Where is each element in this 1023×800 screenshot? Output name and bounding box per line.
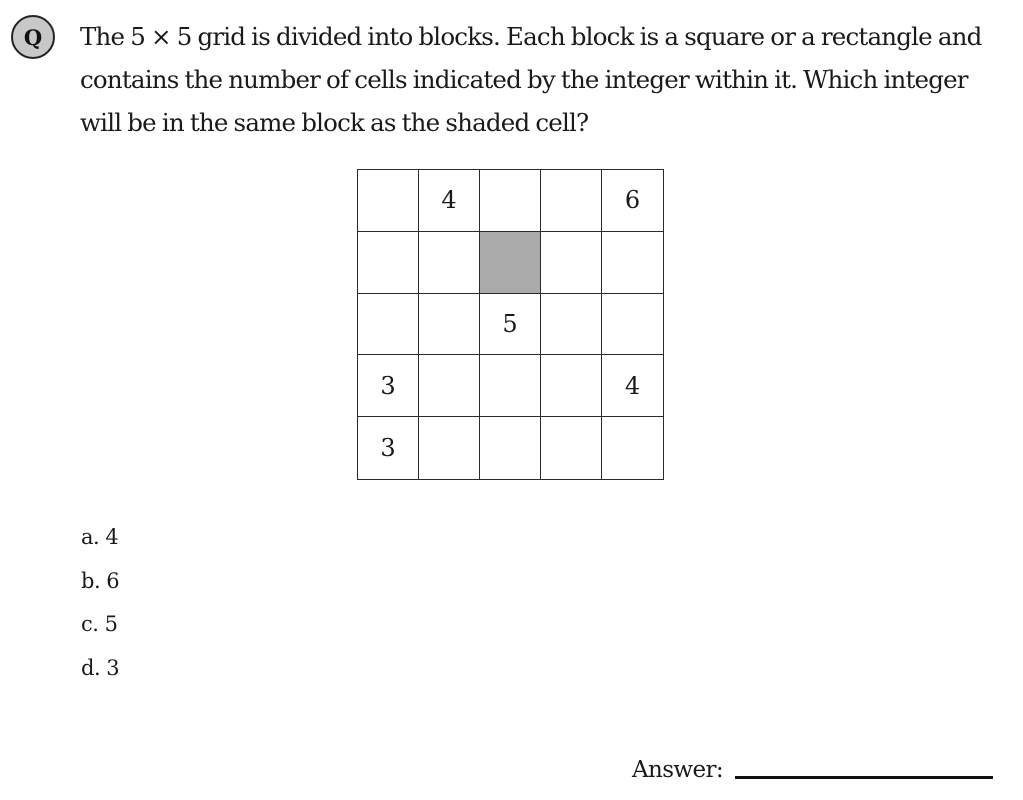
grid-cell [602, 232, 663, 294]
option-a[interactable]: a. 4 [81, 525, 119, 549]
option-b[interactable]: b. 6 [81, 568, 120, 593]
grid-cell [602, 294, 663, 356]
grid-cell: 4 [602, 355, 663, 417]
puzzle-grid [357, 169, 664, 480]
grid-cell [541, 232, 602, 294]
grid-cell [419, 417, 480, 479]
answer-options [81, 516, 119, 690]
grid-cell [419, 232, 480, 294]
grid-cell [358, 232, 419, 294]
answer-label: Answer: [632, 757, 724, 783]
question-text: The 5 × 5 grid is divided into blocks. Each block is a square or a rectangle and contains the number of cells indicated by the integer within it. Which integer will be in the same block as the shaded cell? [80, 22, 982, 137]
option-c[interactable]: c. 5 [81, 612, 118, 636]
grid-cell [480, 417, 541, 479]
grid-cell [602, 417, 663, 479]
grid-cell: 3 [358, 355, 419, 417]
question-badge [11, 15, 55, 59]
grid-cell: 3 [358, 417, 419, 479]
answer-input-line[interactable] [735, 776, 993, 779]
grid-cell [358, 170, 419, 232]
grid-cell [541, 294, 602, 356]
grid-cell [480, 170, 541, 232]
grid-cell: 6 [602, 170, 663, 232]
grid-cell: 5 [480, 294, 541, 356]
grid-cell: 4 [419, 170, 480, 232]
grid-cell [419, 355, 480, 417]
question-badge-label: Q [23, 24, 43, 50]
grid-cell [419, 294, 480, 356]
grid-cell [358, 294, 419, 356]
answer-area [632, 752, 993, 788]
grid-cell [541, 355, 602, 417]
grid-cell [541, 417, 602, 479]
grid-cell [480, 355, 541, 417]
option-d[interactable]: d. 3 [81, 655, 120, 680]
grid-cell [541, 170, 602, 232]
shaded-cell [480, 232, 541, 294]
